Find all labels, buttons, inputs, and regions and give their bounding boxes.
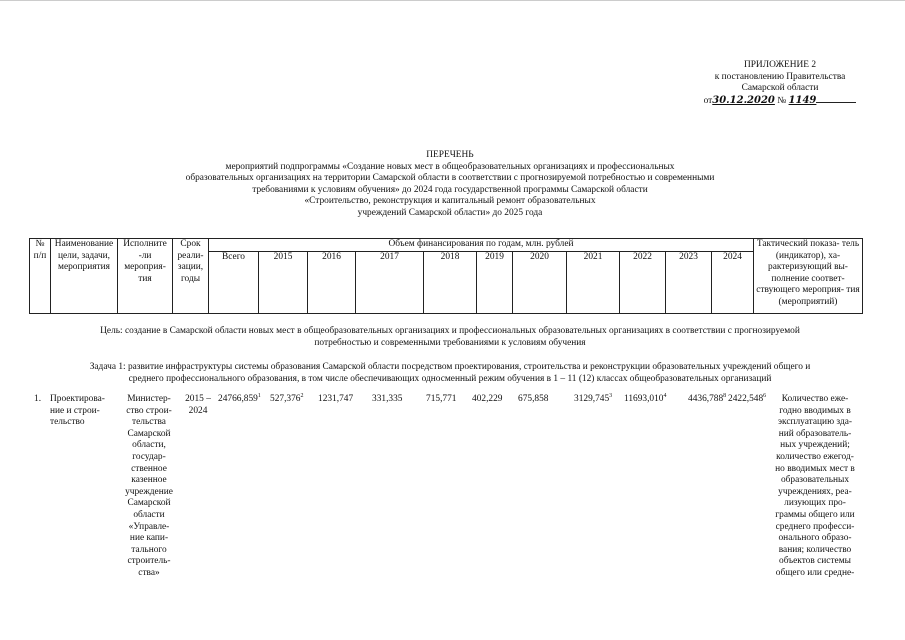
value-text: 4436,788 [688,394,724,404]
indicator-line: эксплуатацию зда- [777,417,853,428]
header-year: 2019 [477,251,513,313]
title-line-3: требованиями к условиям обучения» до 2024 года государственной программы Самарской области [252,184,648,195]
executor-line: учреждение [125,486,173,497]
header-year: 2023 [666,251,712,313]
row1-indicator [758,394,872,580]
footnote-mark: 8 [723,392,727,399]
value-text: 11693,010 [624,394,664,404]
header-year: 2016 [308,251,356,313]
header-indicator: Тактический показа- тель (индикатор), ха- рактеризующий вы- полнение соответ- ствующего мероприя- тия (мероприятий) [754,239,863,314]
indicator-line: ных учреждений; [780,440,850,451]
value-text: 24766,859 [218,394,258,404]
row1-value-cell [624,394,667,406]
decree-number: 1149 [788,94,817,106]
indicator-line: вания; количество [778,544,852,555]
row1-number: 1. [34,394,42,404]
value-text: 402,229 [472,394,503,404]
decree-date: 30.12.2020 [712,94,775,106]
indicator-line: объектов системы [779,556,851,567]
header-year: 2015 [259,251,308,313]
executor-line: Самарской [127,498,171,509]
indicator-line: среднего професси- [775,521,855,532]
appendix-title: ПРИЛОЖЕНИЕ 2 [743,60,817,70]
executor-line: области [133,509,165,520]
appendix-block [680,60,880,107]
executor-line: ственное [131,463,167,474]
header-year: 2022 [620,251,666,313]
executor-line: области, [132,440,166,451]
row1-name-line: тельство [50,417,85,428]
header-year: 2020 [513,251,567,313]
header-year: 2018 [424,251,477,313]
header-total: Всего [209,251,259,313]
value-text: 675,858 [518,394,549,404]
row1-value-cell [574,394,612,406]
row1-value-cell [518,394,548,406]
row1-value-cell [688,394,726,406]
title-line-4: «Строительство, реконструкция и капитальный ремонт образовательных [304,196,596,207]
executor-line: Министер- [127,394,171,404]
indicator-line: но вводимых мест в [775,463,855,474]
executor-line: Самарской [127,428,171,439]
number-prefix: № [777,95,787,106]
row1-value-cell [270,394,303,406]
executor-line: строитель- [127,556,171,567]
executor-line: «Управле- [128,521,170,532]
header-name: Наименование цели, задачи, мероприятия [51,239,118,314]
header-table [29,238,863,314]
executor-line: тельства [132,417,166,428]
term-line: 2015 – [185,394,211,404]
row1-executor [120,394,178,580]
indicator-line: количество ежегод- [776,451,854,462]
executor-line: государ- [132,451,166,462]
indicator-line: учреждениях, реа- [778,486,852,497]
value-text: 1231,747 [318,394,354,404]
task-line-1: Задача 1: развитие инфраструктуры системы образования Самарской области посредством проектирования, строительства и реконструкции образовательных учреждений общего и [89,362,811,372]
indicator-line: ний образователь- [778,428,852,439]
row1-value-cell [318,394,353,406]
header-year: 2017 [356,251,424,313]
date-prefix: от [703,95,713,106]
task-text [40,362,860,385]
indicator-line: онального образо- [778,533,852,544]
indicator-line: годно вводимых в [779,405,851,416]
page-top-edge [0,0,905,1]
row1-value-cell [218,394,261,406]
header-financing: Объем финансирования по годам, млн. рублей [209,239,754,252]
header-executor: Исполните -ли мероприя- тия [118,239,173,314]
indicator-line: Количество еже- [781,394,849,404]
row1-value-cell [426,394,456,406]
task-line-2: среднего профессионального образования, в том числе обеспечивающих односменный режим обучения в 1 – 11 (12) классах общеобразовательных организаций [128,373,772,384]
goal-line-2: потребностью и современными требованиями к условиям обучения [314,337,586,348]
header-num: № п/п [30,239,51,314]
title-line-2: образовательных организациях на территории Самарской области в соответствии с прогнозируемой потребностью и современными [185,173,715,184]
row1-name-line: ние и строи- [50,405,100,416]
footnote-mark: 4 [663,392,667,399]
value-text: 527,376 [270,394,301,404]
goal-text [40,326,860,349]
indicator-line: общего или средне- [775,567,855,578]
title-line-1: мероприятий подпрограммы «Создание новых мест в общеобразовательных организациях и профессиональных [225,161,675,172]
indicator-line: образовательных [780,475,850,486]
row1-name [50,394,116,429]
executor-line: ства» [138,567,160,578]
header-year: 2024 [712,251,754,313]
term-line: 2024 [188,405,208,416]
footnote-mark: 2 [300,392,304,399]
executor-line: ние капи- [129,533,169,544]
footnote-mark: 1 [257,392,261,399]
row1-value-cell [372,394,402,406]
goal-line-1: Цель: создание в Самарской области новых мест в общеобразовательных организациях и профессиональных образовательных организациях в соответствии с прогнозируемой [100,326,800,336]
row1-value-cell [472,394,502,406]
appendix-date-line [680,95,880,108]
header-year: 2021 [567,251,620,313]
footnote-mark: 3 [609,392,613,399]
title-heading: ПЕРЕЧЕНЬ [426,150,474,160]
value-text: 2422,548 [728,394,764,404]
footnote-mark: 6 [763,392,767,399]
value-text: 331,335 [372,394,403,404]
indicator-line: лизующих про- [784,498,846,509]
document-title [100,150,800,220]
row1-term [181,394,215,417]
executor-line: тального [131,544,167,555]
appendix-line2: к постановлению Правительства [714,71,846,82]
row1-name-line: Проектирова- [50,394,105,404]
value-text: 715,771 [426,394,457,404]
indicator-line: граммы общего или [775,509,855,520]
header-term: Срок реали- зации, годы [173,239,209,314]
executor-line: казенное [131,475,167,486]
title-line-5: учреждений Самарской области» до 2025 года [357,207,543,218]
value-text: 3129,745 [574,394,610,404]
executor-line: ство строи- [126,405,172,416]
appendix-line3: Самарской области [741,83,819,94]
